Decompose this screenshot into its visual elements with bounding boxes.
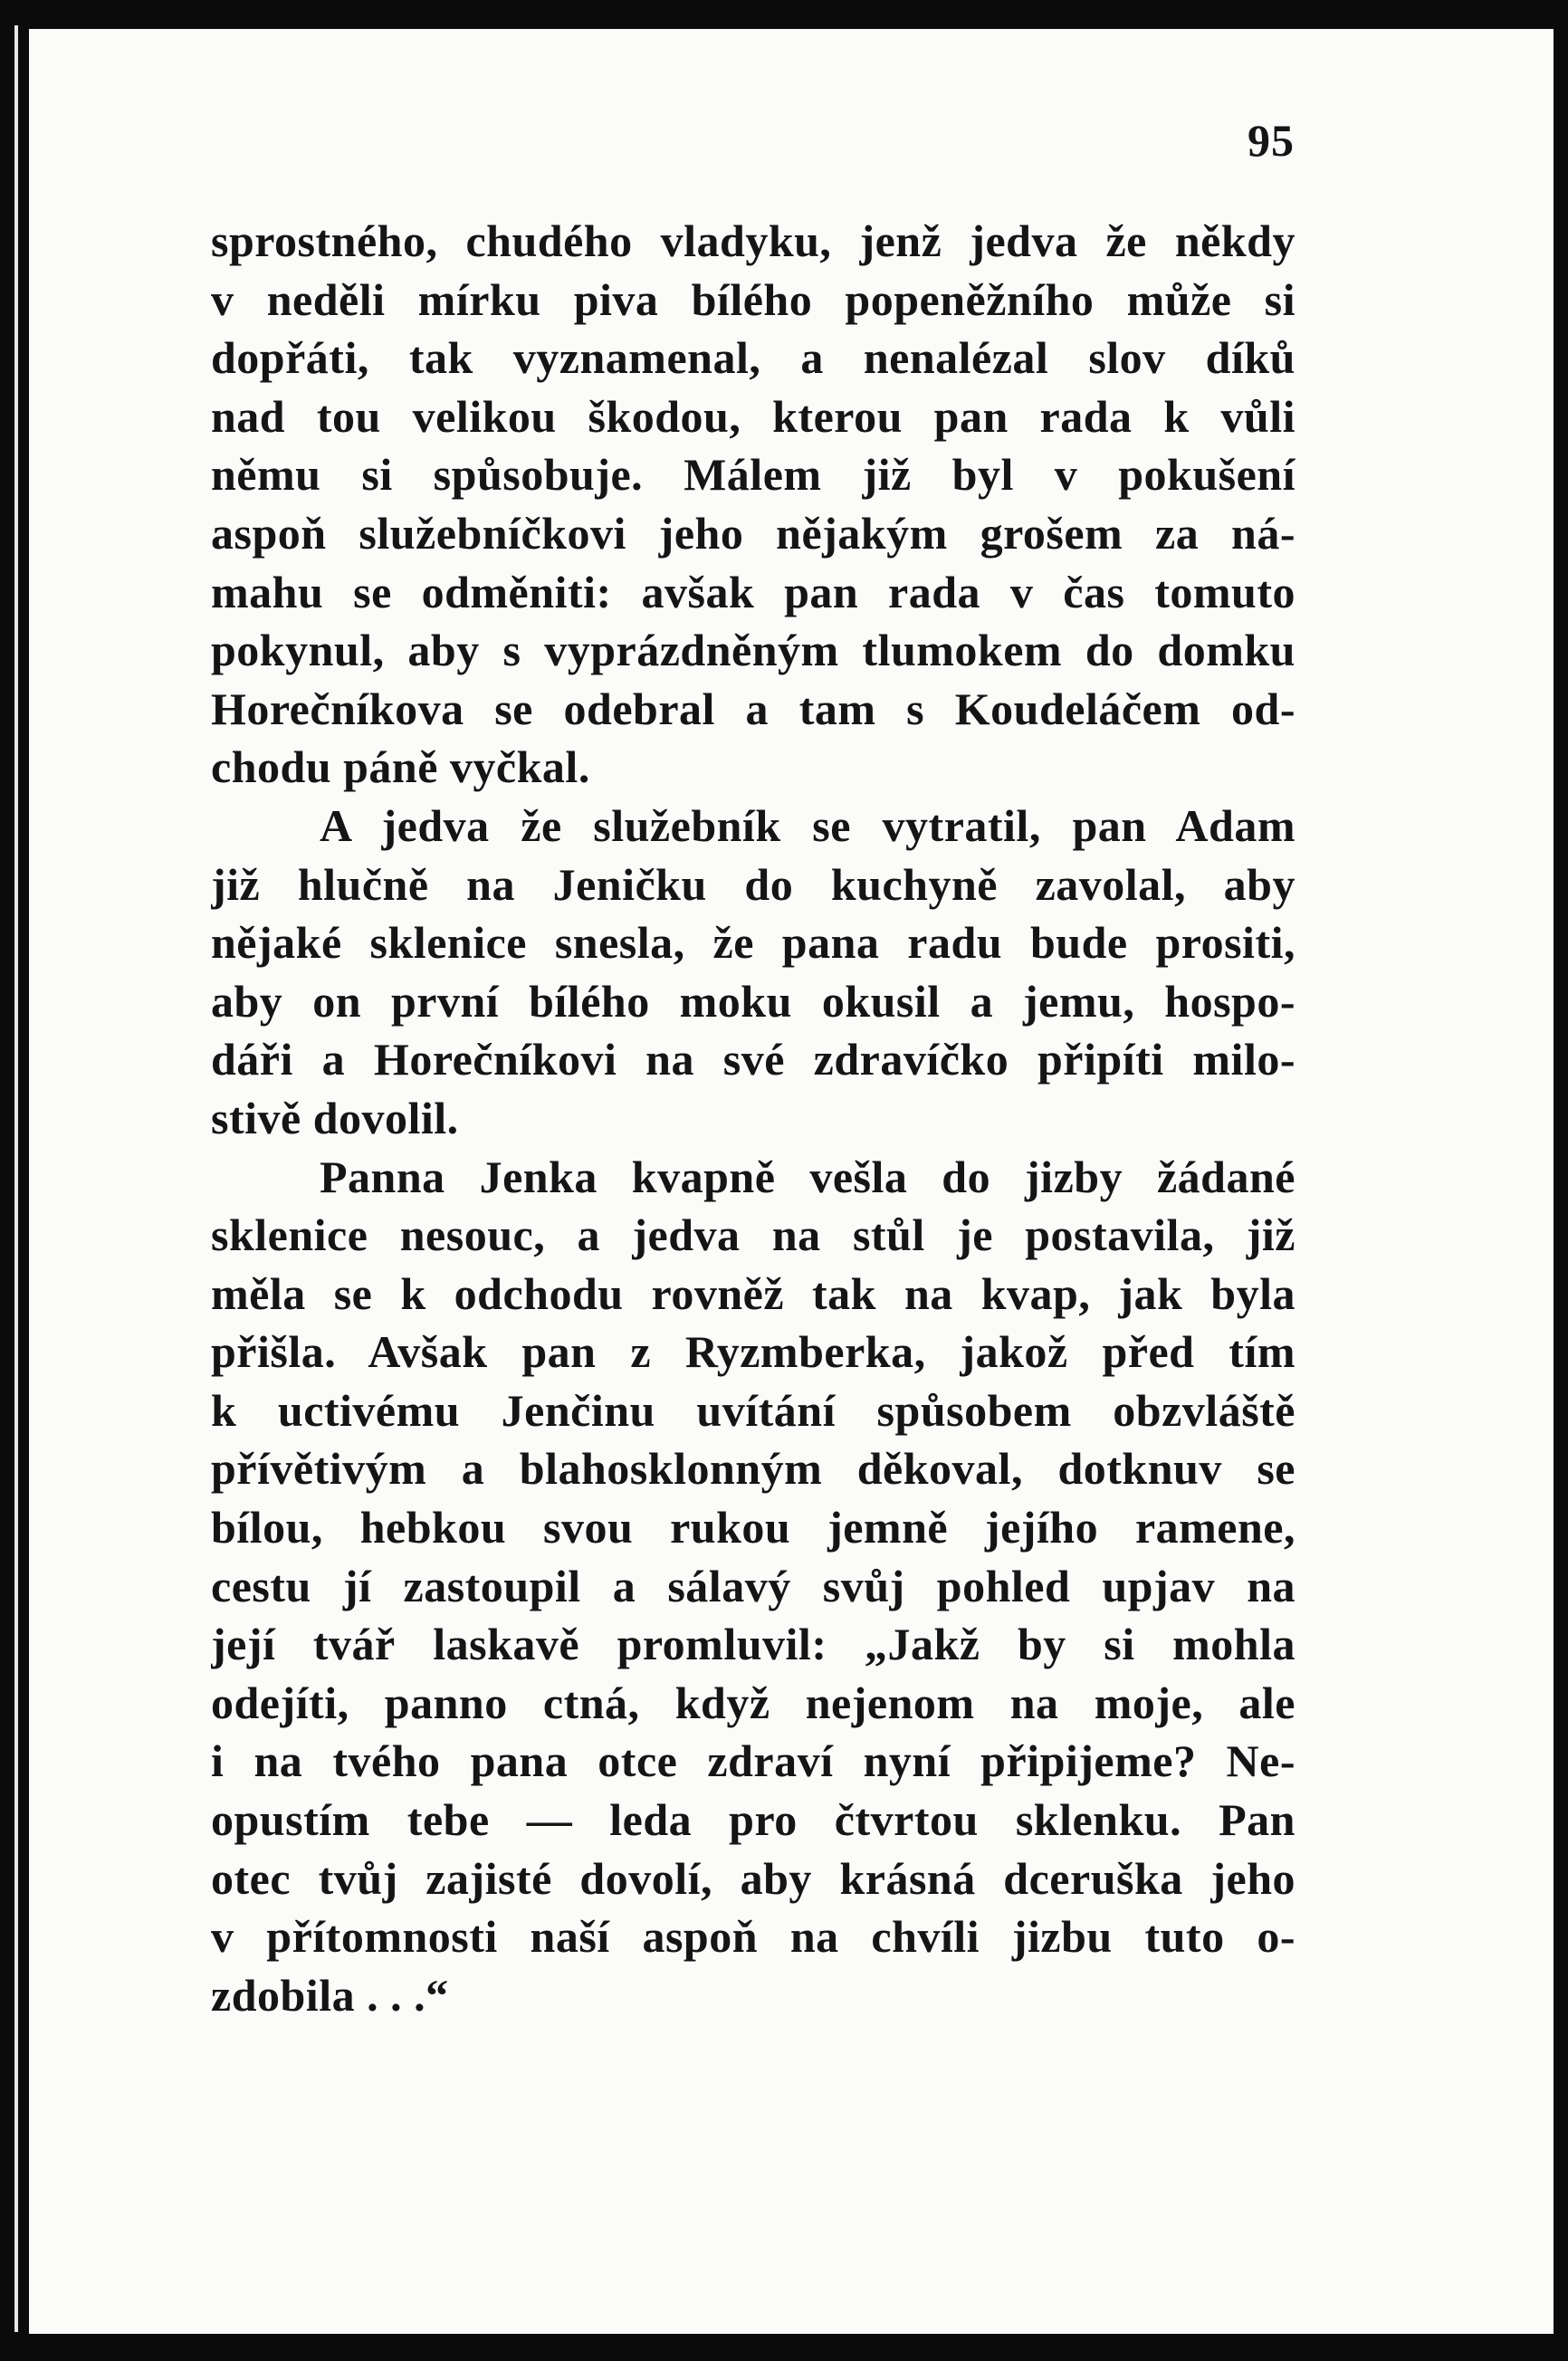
text-line: aspoň služebníčkovi jeho nějakým grošem za ná-: [211, 507, 1296, 559]
text-line: zdobila . . .“: [211, 1969, 449, 2021]
text-line: sklenice nesouc, a jedva na stůl je postavila, již: [211, 1209, 1296, 1261]
text-line: stivě dovolil.: [211, 1092, 459, 1143]
scan-border-top: [0, 0, 1568, 29]
page-body: [211, 212, 1296, 2024]
scan-border-line: [14, 25, 18, 2332]
text-line: v přítomnosti naší aspoň na chvíli jizbu tuto o-: [211, 1911, 1296, 1963]
text-line: již hlučně na Jeničku do kuchyně zavolal, aby: [211, 858, 1296, 910]
text-line: dopřáti, tak vyznamenal, a nenalézal slov díků: [211, 332, 1296, 384]
text-line: němu si spůsobuje. Málem již byl v pokušení: [211, 449, 1296, 501]
text-line: dáři a Horečníkovi na své zdravíčko připíti milo-: [211, 1034, 1296, 1085]
text-line: nad tou velikou škodou, kterou pan rada k vůli: [211, 390, 1296, 442]
text-line: A jedva že služebník se vytratil, pan Adam: [320, 799, 1296, 851]
text-line: přišla. Avšak pan z Ryzmberka, jakož před tím: [211, 1326, 1296, 1378]
text-line: nějaké sklenice snesla, že pana radu bude prositi,: [211, 917, 1296, 969]
scan-border-bottom: [0, 2334, 1568, 2361]
text-line: otec tvůj zajisté dovolí, aby krásná dceruška jeho: [211, 1852, 1296, 1904]
text-line: mahu se odměniti: avšak pan rada v čas tomuto: [211, 566, 1296, 617]
text-line: měla se k odchodu rovněž tak na kvap, jak byla: [211, 1267, 1296, 1319]
text-line: chodu páně vyčkal.: [211, 741, 590, 793]
text-line: sprostného, chudého vladyku, jenž jedva že někdy: [211, 215, 1296, 266]
text-line: bílou, hebkou svou rukou jemně jejího ramene,: [211, 1502, 1296, 1553]
paragraph: [211, 212, 1296, 797]
text-line: Panna Jenka kvapně vešla do jizby žádané: [320, 1151, 1296, 1202]
text-line: k uctivému Jenčinu uvítání spůsobem obzvláště: [211, 1384, 1296, 1436]
paragraph: [211, 797, 1296, 1148]
page-number: 95: [1248, 115, 1295, 166]
paragraph: [211, 1148, 1296, 2025]
text-line: odejíti, panno ctná, když nejenom na moje, ale: [211, 1677, 1296, 1728]
text-line: i na tvého pana otce zdraví nyní připijeme? Ne-: [211, 1735, 1296, 1787]
text-line: Horečníkova se odebral a tam s Koudeláčem od-: [211, 683, 1296, 734]
text-line: cestu jí zastoupil a sálavý svůj pohled upjav na: [211, 1560, 1296, 1611]
text-line: pokynul, aby s vyprázdněným tlumokem do domku: [211, 625, 1296, 676]
text-line: v neděli mírku piva bílého popeněžního může si: [211, 273, 1296, 325]
text-line: aby on první bílého moku okusil a jemu, hospo-: [211, 975, 1296, 1027]
text-line: přívětivým a blahosklonným děkoval, dotknuv se: [211, 1443, 1296, 1495]
scan-border-right: [1554, 0, 1568, 2361]
text-line: její tvář laskavě promluvil: „Jakž by si mohla: [211, 1619, 1296, 1670]
text-line: opustím tebe — leda pro čtvrtou sklenku. Pan: [211, 1794, 1296, 1846]
